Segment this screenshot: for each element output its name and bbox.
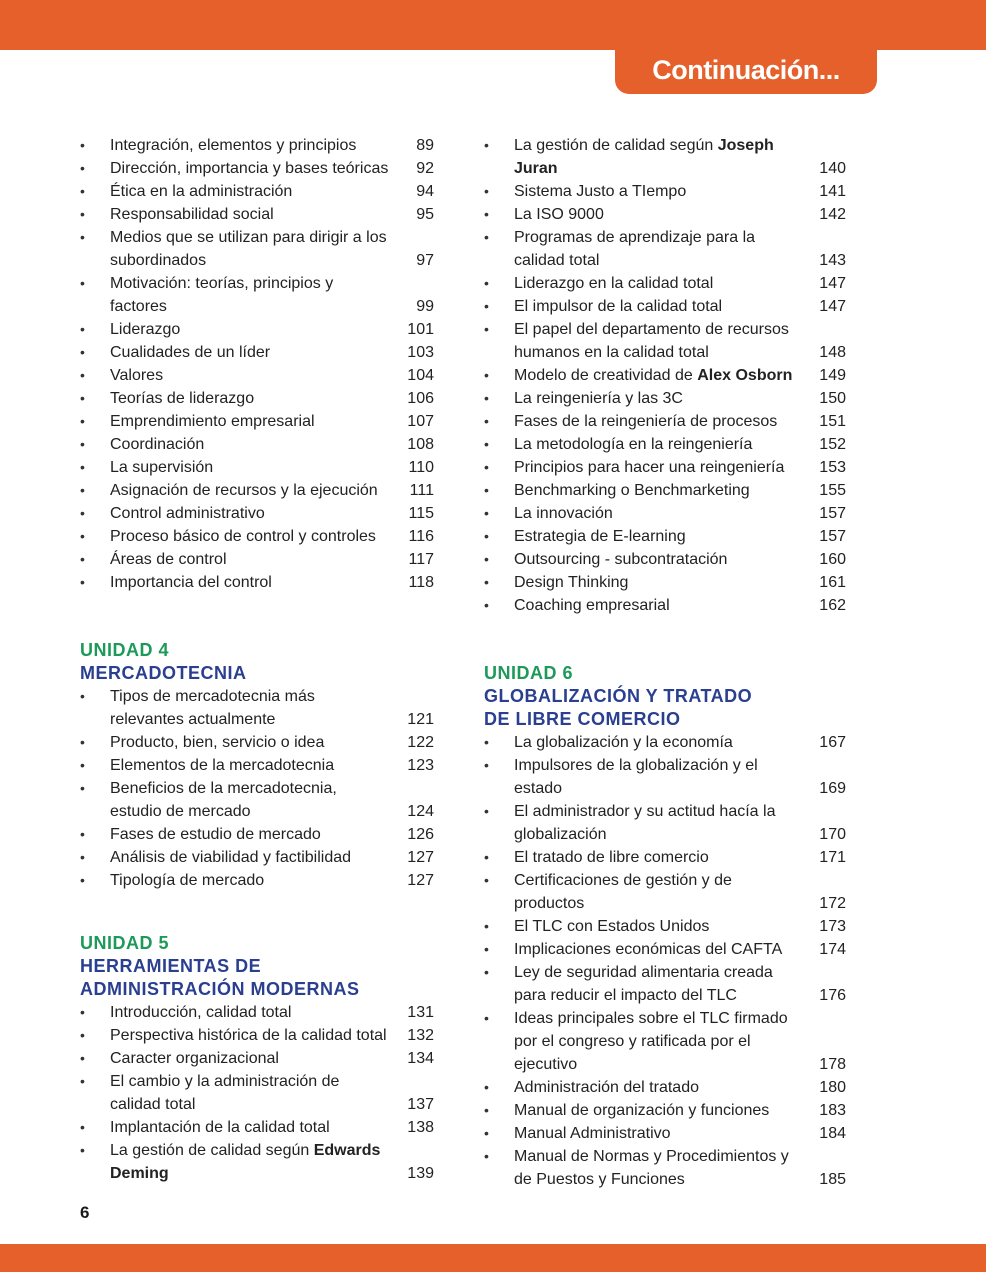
toc-page: 160 (819, 551, 846, 568)
toc-page: 174 (819, 941, 846, 958)
toc-item[interactable]: • Liderazgo 101 (80, 318, 434, 341)
unit5-heading (80, 932, 434, 1001)
page-number: 6 (80, 1203, 90, 1222)
unit4-heading (80, 639, 434, 685)
toc-page: 185 (819, 1171, 846, 1188)
toc-item[interactable]: • Emprendimiento empresarial 107 (80, 410, 434, 433)
toc-page: 167 (819, 734, 846, 751)
toc-page: 121 (407, 711, 434, 728)
toc-item[interactable]: • Perspectiva histórica de la calidad total 132 (80, 1024, 434, 1047)
unit-number: UNIDAD 5 (80, 933, 170, 953)
toc-list-unit6 (484, 731, 846, 1191)
toc-item[interactable]: • Medios que se utilizan para dirigir a los subordinados 97 (80, 226, 434, 272)
toc-item[interactable]: • Beneficios de la mercadotecnia, estudio de mercado 124 (80, 777, 434, 823)
toc-page: 92 (416, 160, 434, 177)
toc-page: 178 (819, 1056, 846, 1073)
toc-page: 122 (407, 734, 434, 751)
toc-item[interactable]: • Áreas de control 117 (80, 548, 434, 571)
toc-page: 180 (819, 1079, 846, 1096)
toc-item[interactable]: • Ley de seguridad alimentaria creada para reducir el impacto del TLC 176 (484, 961, 846, 1007)
toc-page: 173 (819, 918, 846, 935)
toc-page: 171 (819, 849, 846, 866)
toc-page: 115 (408, 505, 434, 522)
toc-item[interactable]: • La gestión de calidad según Joseph Juran 140 (484, 134, 846, 180)
right-column (484, 134, 846, 1191)
toc-item[interactable]: • Sistema Justo a TIempo 141 (484, 180, 846, 203)
toc-page: 170 (819, 826, 846, 843)
toc-item[interactable]: • La supervisión 110 (80, 456, 434, 479)
toc-page: 183 (819, 1102, 846, 1119)
toc-page: 118 (408, 574, 434, 591)
toc-page: 111 (409, 482, 434, 499)
toc-item[interactable]: • Manual Administrativo 184 (484, 1122, 846, 1145)
toc-page: 162 (819, 597, 846, 614)
toc-item[interactable]: • Design Thinking 161 (484, 571, 846, 594)
unit-name: HERRAMIENTAS DE (80, 956, 262, 976)
unit6-heading (484, 662, 846, 731)
toc-page: 141 (819, 183, 846, 200)
section-title-tab (615, 46, 877, 94)
toc-item[interactable]: • Coaching empresarial 162 (484, 594, 846, 617)
toc-page: 132 (407, 1027, 434, 1044)
toc-item[interactable]: • Integración, elementos y principios 89 (80, 134, 434, 157)
toc-item[interactable]: • El papel del departamento de recursos humanos en la calidad total 148 (484, 318, 846, 364)
toc-list-right (484, 134, 846, 617)
toc-item[interactable]: • Tipos de mercadotecnia más relevantes actualmente 121 (80, 685, 434, 731)
toc-item[interactable]: • El impulsor de la calidad total 147 (484, 295, 846, 318)
toc-page: 150 (819, 390, 846, 407)
toc-page: 101 (407, 321, 434, 338)
toc-page: 147 (819, 275, 846, 292)
toc-page: 143 (819, 252, 846, 269)
toc-item[interactable]: • La metodología en la reingeniería 152 (484, 433, 846, 456)
toc-item[interactable]: • El cambio y la administración de calidad total 137 (80, 1070, 434, 1116)
toc-item[interactable]: • Liderazgo en la calidad total 147 (484, 272, 846, 295)
toc-page: 123 (407, 757, 434, 774)
toc-item[interactable]: • Implicaciones económicas del CAFTA 174 (484, 938, 846, 961)
toc-item[interactable]: • Manual de Normas y Procedimientos y de Puestos y Funciones 185 (484, 1145, 846, 1191)
toc-page: 89 (416, 137, 434, 154)
toc-page: 176 (819, 987, 846, 1004)
left-column (80, 134, 434, 1185)
unit-name: DE LIBRE COMERCIO (484, 709, 681, 729)
toc-page: 139 (407, 1165, 434, 1182)
toc-item[interactable]: • Responsabilidad social 95 (80, 203, 434, 226)
toc-item[interactable]: • Dirección, importancia y bases teóricas 92 (80, 157, 434, 180)
unit-name: GLOBALIZACIÓN Y TRATADO (484, 686, 753, 706)
toc-item[interactable]: • Cualidades de un líder 103 (80, 341, 434, 364)
unit-number: UNIDAD 6 (484, 663, 574, 683)
toc-page: 184 (819, 1125, 846, 1142)
toc-item[interactable]: • Fases de estudio de mercado 126 (80, 823, 434, 846)
toc-page: 137 (407, 1096, 434, 1113)
toc-item[interactable]: • La innovación 157 (484, 502, 846, 525)
toc-item[interactable]: • La gestión de calidad según Edwards Deming 139 (80, 1139, 434, 1185)
toc-page: 108 (407, 436, 434, 453)
toc-item[interactable]: • Fases de la reingeniería de procesos 151 (484, 410, 846, 433)
toc-item[interactable]: • Outsourcing - subcontratación 160 (484, 548, 846, 571)
toc-page: 138 (407, 1119, 434, 1136)
toc-item[interactable]: • La reingeniería y las 3C 150 (484, 387, 846, 410)
toc-page: 169 (819, 780, 846, 797)
toc-item[interactable]: • Benchmarking o Benchmarketing 155 (484, 479, 846, 502)
toc-item[interactable]: • Coordinación 108 (80, 433, 434, 456)
toc-page: 172 (819, 895, 846, 912)
toc-item[interactable]: • Importancia del control 118 (80, 571, 434, 594)
top-orange-bar (0, 0, 986, 50)
toc-page: 127 (407, 872, 434, 889)
toc-page: 103 (407, 344, 434, 361)
toc-page: 147 (819, 298, 846, 315)
toc-item[interactable]: • Administración del tratado 180 (484, 1076, 846, 1099)
toc-page: 161 (819, 574, 846, 591)
toc-item[interactable]: • La ISO 9000 142 (484, 203, 846, 226)
toc-page: 131 (407, 1004, 434, 1021)
toc-page: 124 (407, 803, 434, 820)
toc-item[interactable]: • Manual de organización y funciones 183 (484, 1099, 846, 1122)
toc-item[interactable]: • Proceso básico de control y controles 116 (80, 525, 434, 548)
toc-item[interactable]: • La globalización y la economía 167 (484, 731, 846, 754)
toc-item[interactable]: • El tratado de libre comercio 171 (484, 846, 846, 869)
unit-number: UNIDAD 4 (80, 640, 170, 660)
toc-item[interactable]: • Motivación: teorías, principios y factores 99 (80, 272, 434, 318)
toc-item[interactable]: • Introducción, calidad total 131 (80, 1001, 434, 1024)
toc-page: 155 (819, 482, 846, 499)
toc-item[interactable]: • Tipología de mercado 127 (80, 869, 434, 892)
toc-page: 152 (819, 436, 846, 453)
toc-item[interactable]: • Modelo de creatividad de Alex Osborn 149 (484, 364, 846, 387)
section-title: Continuación... (652, 54, 840, 85)
toc-page: 127 (407, 849, 434, 866)
toc-list-unit5 (80, 1001, 434, 1185)
toc-item[interactable]: • Producto, bien, servicio o idea 122 (80, 731, 434, 754)
toc-item[interactable]: • Programas de aprendizaje para la calidad total 143 (484, 226, 846, 272)
toc-page: 104 (407, 367, 434, 384)
toc-page: 95 (416, 206, 434, 223)
toc-page: 153 (819, 459, 846, 476)
toc-item[interactable]: • Análisis de viabilidad y factibilidad 127 (80, 846, 434, 869)
toc-page: 149 (819, 367, 846, 384)
toc-item[interactable]: • Ideas principales sobre el TLC firmado por el congreso y ratificada por el ejecutivo 178 (484, 1007, 846, 1076)
toc-page: 126 (407, 826, 434, 843)
toc-item[interactable]: • Asignación de recursos y la ejecución 111 (80, 479, 434, 502)
toc-item[interactable]: • Elementos de la mercadotecnia 123 (80, 754, 434, 777)
toc-page: 140 (819, 160, 846, 177)
toc-page: 148 (819, 344, 846, 361)
toc-list-unit4 (80, 685, 434, 892)
toc-page: 157 (819, 528, 846, 545)
toc-page: 116 (408, 528, 434, 545)
toc-item[interactable]: • Teorías de liderazgo 106 (80, 387, 434, 410)
toc-item[interactable]: • Certificaciones de gestión y de productos 172 (484, 869, 846, 915)
toc-page: 157 (819, 505, 846, 522)
toc-page: 151 (819, 413, 846, 430)
toc-item[interactable]: • El TLC con Estados Unidos 173 (484, 915, 846, 938)
toc-page: 94 (416, 183, 434, 200)
bottom-orange-bar (0, 1244, 986, 1272)
toc-page: 107 (407, 413, 434, 430)
toc-item[interactable]: • Ética en la administración 94 (80, 180, 434, 203)
toc-page: 117 (408, 551, 434, 568)
toc-list-left (80, 134, 434, 594)
toc-item[interactable]: • Estrategia de E-learning 157 (484, 525, 846, 548)
unit-name: MERCADOTECNIA (80, 663, 247, 683)
toc-page: 134 (407, 1050, 434, 1067)
toc-item[interactable]: • El administrador y su actitud hacía la globalización 170 (484, 800, 846, 846)
toc-page: 142 (819, 206, 846, 223)
toc-page: 97 (416, 252, 434, 269)
toc-item[interactable]: • Caracter organizacional 134 (80, 1047, 434, 1070)
toc-page: 99 (416, 298, 434, 315)
toc-item[interactable]: • Control administrativo 115 (80, 502, 434, 525)
unit-name: ADMINISTRACIÓN MODERNAS (80, 979, 360, 999)
toc-item[interactable]: • Valores 104 (80, 364, 434, 387)
toc-page: 110 (408, 459, 434, 476)
toc-item[interactable]: • Implantación de la calidad total 138 (80, 1116, 434, 1139)
toc-item[interactable]: • Principios para hacer una reingeniería 153 (484, 456, 846, 479)
toc-item[interactable]: • Impulsores de la globalización y el estado 169 (484, 754, 846, 800)
toc-page: 106 (407, 390, 434, 407)
